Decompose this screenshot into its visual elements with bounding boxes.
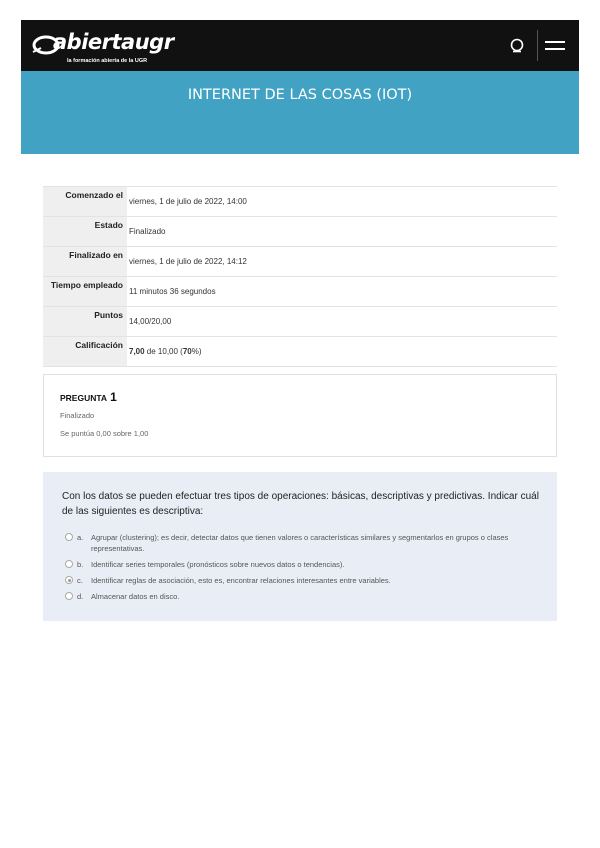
summary-label: Comenzado el xyxy=(43,187,127,217)
question-state: Finalizado xyxy=(60,411,95,420)
site-header xyxy=(21,20,579,71)
question-number: 1 xyxy=(110,390,117,404)
radio-button[interactable] xyxy=(65,560,73,568)
menu-button[interactable] xyxy=(545,37,569,53)
grade-score: 7,00 xyxy=(129,347,145,356)
answer-text: Identificar series temporales (pronósticos sobre nuevos datos o tendencias). xyxy=(91,560,345,569)
grade-percent: 70 xyxy=(182,347,192,356)
summary-label: Puntos xyxy=(43,307,127,337)
summary-row xyxy=(43,187,557,217)
course-title: INTERNET DE LAS COSAS (IOT) xyxy=(187,87,413,103)
answer-text: Almacenar datos en disco. xyxy=(91,592,180,601)
radio-button[interactable] xyxy=(65,576,73,584)
question-grade: Se puntúa 0,00 sobre 1,00 xyxy=(60,429,149,438)
question-text: Con los datos se pueden efectuar tres tipos de operaciones: básicas, descriptivas y predictivas. Indicar cuál de las siguientes es descriptiva: xyxy=(62,491,539,517)
summary-value: viernes, 1 de julio de 2022, 14:12 xyxy=(129,257,247,266)
hamburger-icon xyxy=(545,48,565,50)
course-banner xyxy=(21,71,579,154)
summary-row-grade xyxy=(43,337,557,367)
summary-value: 14,00/20,00 xyxy=(129,317,172,326)
answer-letter: b. xyxy=(77,560,84,569)
question-label: PREGUNTA xyxy=(60,393,108,403)
search-button[interactable] xyxy=(507,35,529,57)
header-divider xyxy=(537,30,538,61)
site-logo[interactable] xyxy=(31,28,181,68)
answer-option[interactable] xyxy=(65,591,543,602)
question-content xyxy=(43,472,557,621)
answer-letter: d. xyxy=(77,592,84,601)
search-icon xyxy=(507,35,529,57)
summary-value: Finalizado xyxy=(129,227,166,236)
summary-value: 11 minutos 36 segundos xyxy=(129,287,216,296)
answer-text: Agrupar (clustering); es decir, detectar datos que tienen valores o características similares y segmentarlos en grupos o clases representativas. xyxy=(91,533,509,553)
summary-value: viernes, 1 de julio de 2022, 14:00 xyxy=(129,197,247,206)
question-heading xyxy=(60,390,117,404)
answer-text: Identificar reglas de asociación, esto es, encontrar relaciones interesantes entre variables. xyxy=(91,576,391,585)
summary-label: Finalizado en xyxy=(43,247,127,277)
logo-tagline: la formación abierta de la UGR xyxy=(67,58,148,64)
summary-row xyxy=(43,217,557,247)
answer-letter: c. xyxy=(77,576,83,585)
logo-text: abiertaugr xyxy=(53,30,174,54)
summary-label: Calificación xyxy=(43,337,127,367)
answer-letter: a. xyxy=(77,533,84,542)
radio-button[interactable] xyxy=(65,533,73,541)
answer-option[interactable] xyxy=(65,575,543,586)
hamburger-icon xyxy=(545,41,565,43)
answer-list xyxy=(65,532,543,607)
question-info-box xyxy=(43,374,557,457)
summary-value-grade xyxy=(127,337,557,367)
grade-middle: de 10,00 ( xyxy=(144,347,183,356)
summary-label: Tiempo empleado xyxy=(43,277,127,307)
grade-end: %) xyxy=(191,347,202,356)
summary-row xyxy=(43,307,557,337)
summary-row xyxy=(43,247,557,277)
quiz-summary-table xyxy=(43,186,557,367)
summary-label: Estado xyxy=(43,217,127,247)
radio-button[interactable] xyxy=(65,592,73,600)
answer-option[interactable] xyxy=(65,532,543,554)
answer-option[interactable] xyxy=(65,559,543,570)
summary-row xyxy=(43,277,557,307)
